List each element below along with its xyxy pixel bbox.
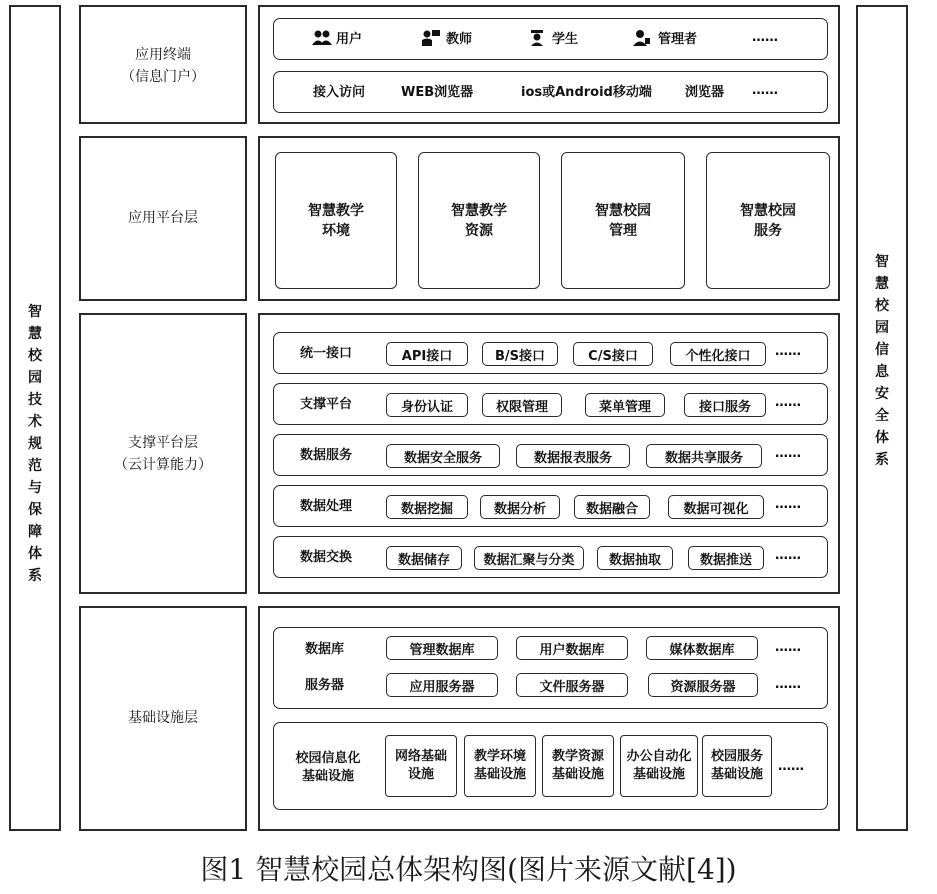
users-icon bbox=[311, 29, 333, 47]
infra-server-more: …… bbox=[775, 677, 801, 692]
infra-campus-more: …… bbox=[778, 759, 804, 774]
infra-campus-item: 教学资源 基础设施 bbox=[542, 735, 614, 797]
access-web-browser: WEB浏览器 bbox=[401, 85, 474, 100]
infra-campus-item: 校园服务 基础设施 bbox=[702, 735, 772, 797]
admin-icon bbox=[630, 29, 652, 47]
access-more: …… bbox=[752, 83, 778, 98]
infra-server-item: 资源服务器 bbox=[648, 673, 758, 697]
support-item: 权限管理 bbox=[482, 393, 562, 417]
support-item: 数据推送 bbox=[688, 546, 764, 570]
support-item: C/S接口 bbox=[573, 342, 653, 366]
right-side-label: 智慧校园信息安全体系 bbox=[875, 254, 889, 468]
support-row-label: 数据交换 bbox=[300, 550, 353, 565]
support-item: 菜单管理 bbox=[585, 393, 665, 417]
support-item: 数据共享服务 bbox=[646, 444, 762, 468]
support-item: 身份认证 bbox=[386, 393, 468, 417]
platform-item: 智慧教学 环境 bbox=[275, 152, 397, 289]
infra-db-item: 媒体数据库 bbox=[646, 636, 758, 660]
platform-item: 智慧校园 管理 bbox=[561, 152, 685, 289]
support-item: 数据汇聚与分类 bbox=[474, 546, 584, 570]
figure-caption: 图1 智慧校园总体架构图(图片来源文献[4]) bbox=[200, 853, 737, 886]
support-row-label: 数据处理 bbox=[300, 499, 353, 514]
support-row-label: 支撑平台 bbox=[300, 397, 353, 412]
support-item: 数据挖掘 bbox=[386, 495, 468, 519]
infra-db-label: 数据库 bbox=[305, 642, 345, 657]
access-browser: 浏览器 bbox=[685, 85, 725, 100]
support-item: 数据融合 bbox=[574, 495, 650, 519]
terminal-users-more: …… bbox=[752, 30, 778, 45]
support-item: 数据储存 bbox=[386, 546, 462, 570]
terminal-admin-label: 管理者 bbox=[658, 32, 698, 47]
platform-layer-label: 应用平台层 bbox=[128, 210, 198, 226]
support-item: 数据报表服务 bbox=[516, 444, 630, 468]
support-item: 个性化接口 bbox=[670, 342, 766, 366]
support-row-label: 数据服务 bbox=[300, 448, 353, 463]
terminal-user-label: 用户 bbox=[336, 32, 363, 47]
infra-server-item: 应用服务器 bbox=[386, 673, 498, 697]
terminal-teacher-label: 教师 bbox=[446, 32, 473, 47]
infra-campus-item: 教学环境 基础设施 bbox=[464, 735, 536, 797]
infra-campus-item: 办公自动化 基础设施 bbox=[620, 735, 698, 797]
access-label: 接入访问 bbox=[313, 85, 366, 100]
infra-server-item: 文件服务器 bbox=[516, 673, 628, 697]
infra-db-item: 用户数据库 bbox=[516, 636, 628, 660]
support-row-more: …… bbox=[775, 497, 801, 512]
terminal-layer-label: 应用终端 （信息门户） bbox=[121, 47, 205, 85]
support-item: 数据可视化 bbox=[668, 495, 764, 519]
infra-server-label: 服务器 bbox=[305, 678, 345, 693]
platform-item: 智慧校园 服务 bbox=[706, 152, 830, 289]
support-row-label: 统一接口 bbox=[300, 346, 353, 361]
support-row-more: …… bbox=[775, 344, 801, 359]
support-row-more: …… bbox=[775, 395, 801, 410]
infra-campus-item: 网络基础 设施 bbox=[385, 735, 457, 797]
support-row-more: …… bbox=[775, 446, 801, 461]
support-item: API接口 bbox=[386, 342, 468, 366]
student-icon bbox=[526, 29, 548, 47]
support-layer-label: 支撑平台层 （云计算能力） bbox=[114, 435, 212, 473]
infra-campus-label: 校园信息化 基础设施 bbox=[295, 751, 361, 784]
left-side-label: 智慧校园技术规范与保障体系 bbox=[28, 304, 42, 584]
platform-item: 智慧教学 资源 bbox=[418, 152, 540, 289]
infra-layer-label: 基础设施层 bbox=[128, 710, 198, 726]
support-row-more: …… bbox=[775, 548, 801, 563]
access-mobile: ios或Android移动端 bbox=[521, 85, 652, 100]
infra-db-more: …… bbox=[775, 640, 801, 655]
support-item: B/S接口 bbox=[482, 342, 558, 366]
support-item: 数据分析 bbox=[480, 495, 560, 519]
support-item: 数据抽取 bbox=[597, 546, 673, 570]
terminal-student-label: 学生 bbox=[552, 32, 579, 47]
support-item: 数据安全服务 bbox=[386, 444, 500, 468]
infra-db-item: 管理数据库 bbox=[386, 636, 498, 660]
teacher-icon bbox=[420, 29, 442, 47]
support-item: 接口服务 bbox=[684, 393, 766, 417]
